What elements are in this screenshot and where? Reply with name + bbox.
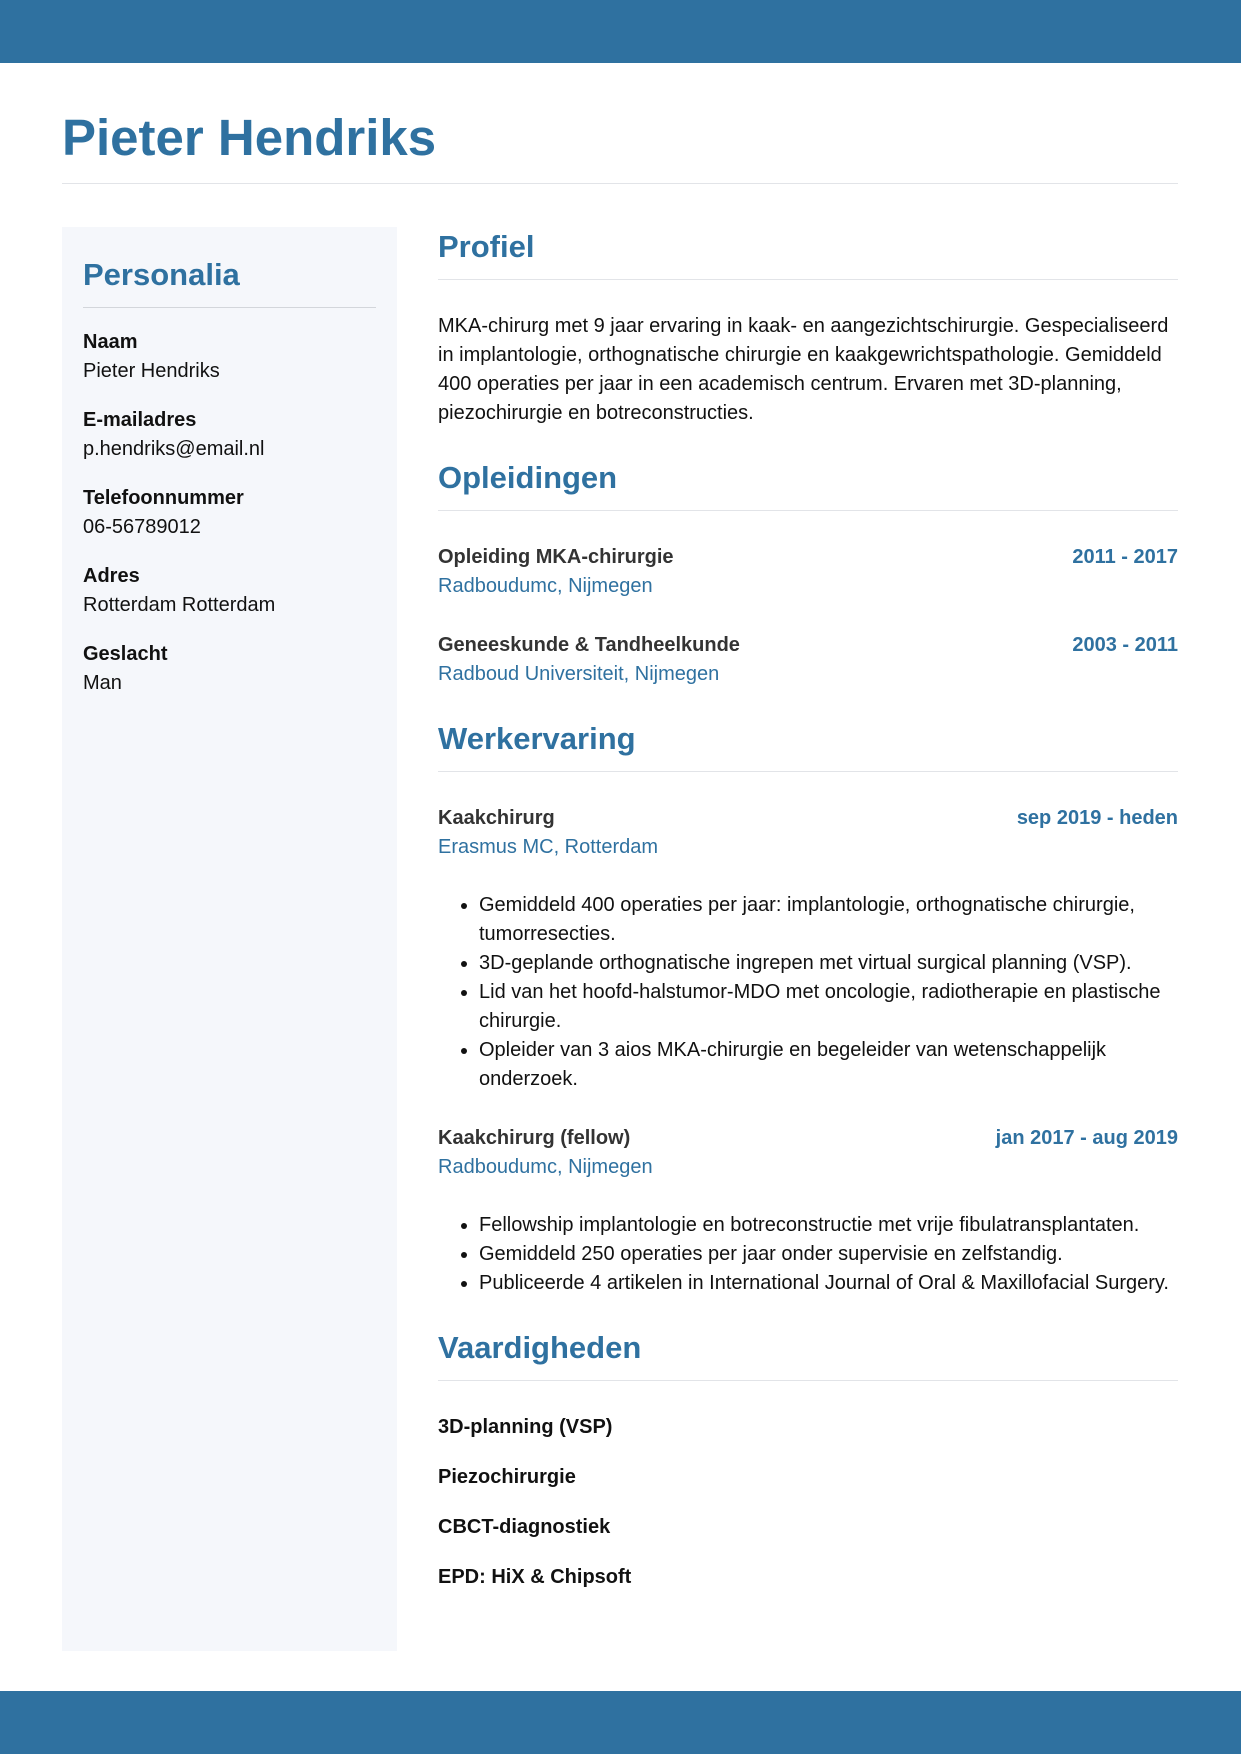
skill-item: Piezochirurgie	[438, 1466, 576, 1488]
entry-date: 2011 - 2017	[1072, 546, 1178, 568]
entry-place: Radboudumc, Nijmegen	[438, 575, 653, 597]
profile-text: MKA-chirurg met 9 jaar ervaring in kaak- en aangezichtschirurgie. Gespecialiseerd in implantologie, orthognatische chirurgie en kaakgewrichtspathologie. Gemiddeld 400 operaties per jaar in een academisch centrum. Ervaren met 3D-planning, piezochirurgie en botreconstructies.	[438, 315, 1169, 424]
experience-section	[438, 719, 1178, 1298]
bullet-item: • Fellowship implantologie en botreconstructie met vrije fibulatransplantaten.	[479, 1211, 1178, 1240]
field-label: Telefoonnummer	[83, 487, 244, 509]
personalia-heading: Personalia	[83, 257, 240, 292]
field-email	[83, 406, 376, 464]
entry-place: Erasmus MC, Rotterdam	[438, 836, 659, 858]
skill-item: EPD: HiX & Chipsoft	[438, 1566, 632, 1588]
entry-place: Radboud Universiteit, Nijmegen	[438, 663, 720, 685]
entry-title: Geneeskunde & Tandheelkunde	[438, 634, 740, 656]
field-value: Rotterdam Rotterdam	[83, 594, 276, 616]
experience-entry	[438, 804, 1178, 1094]
field-value: p.hendriks@email.nl	[83, 438, 265, 460]
education-entry	[438, 631, 1178, 689]
field-value: Man	[83, 672, 122, 694]
personalia-divider	[83, 307, 376, 308]
entry-title: Kaakchirurg (fellow)	[438, 1127, 631, 1149]
education-entry	[438, 543, 1178, 601]
header-band	[0, 0, 1241, 63]
bullet-item: • Lid van het hoofd-halstumor-MDO met oncologie, radiotherapie en plastische chirurgie.	[479, 978, 1178, 1036]
title-divider	[62, 183, 1178, 184]
education-heading: Opleidingen	[438, 460, 618, 495]
experience-heading: Werkervaring	[438, 721, 636, 756]
field-naam	[83, 328, 376, 386]
bullet-item: • Gemiddeld 400 operaties per jaar: implantologie, orthognatische chirurgie, tumorresecties.	[479, 891, 1178, 949]
footer-band	[0, 1691, 1241, 1754]
bullet-item: • Publiceerde 4 artikelen in International Journal of Oral & Maxillofacial Surgery.	[479, 1269, 1178, 1298]
bullet-list	[438, 891, 1178, 1094]
field-gender	[83, 640, 376, 698]
skills-heading: Vaardigheden	[438, 1330, 642, 1365]
field-phone	[83, 484, 376, 542]
bullet-item: • Gemiddeld 250 operaties per jaar onder supervisie en zelfstandig.	[479, 1240, 1178, 1269]
field-label: Naam	[83, 331, 138, 353]
skills-section	[438, 1328, 1178, 1592]
field-label: Adres	[83, 565, 140, 587]
entry-place: Radboudumc, Nijmegen	[438, 1156, 653, 1178]
profile-section	[438, 227, 1178, 428]
field-value: Pieter Hendriks	[83, 360, 220, 382]
bullet-item: • Opleider van 3 aios MKA-chirurgie en begeleider van wetenschappelijk onderzoek.	[479, 1036, 1178, 1094]
skill-item: CBCT-diagnostiek	[438, 1516, 611, 1538]
section-divider	[438, 510, 1178, 511]
field-value: 06-56789012	[83, 516, 201, 538]
entry-date: jan 2017 - aug 2019	[995, 1127, 1178, 1149]
entry-title: Opleiding MKA-chirurgie	[438, 546, 674, 568]
skill-item: 3D-planning (VSP)	[438, 1416, 613, 1438]
entry-date: 2003 - 2011	[1072, 634, 1178, 656]
section-divider	[438, 1380, 1178, 1381]
main-column	[438, 227, 1178, 1622]
section-divider	[438, 771, 1178, 772]
profile-heading: Profiel	[438, 229, 535, 264]
experience-entry	[438, 1124, 1178, 1298]
section-divider	[438, 279, 1178, 280]
candidate-name: Pieter Hendriks	[62, 109, 437, 166]
entry-date: sep 2019 - heden	[1016, 807, 1178, 829]
field-address	[83, 562, 376, 620]
education-section	[438, 458, 1178, 689]
field-label: E-mailadres	[83, 409, 197, 431]
bullet-item: • 3D-geplande orthognatische ingrepen met virtual surgical planning (VSP).	[479, 949, 1178, 978]
entry-title: Kaakchirurg	[438, 807, 555, 829]
bullet-list	[438, 1211, 1178, 1298]
field-label: Geslacht	[83, 643, 168, 665]
personalia-sidebar	[62, 227, 397, 1651]
